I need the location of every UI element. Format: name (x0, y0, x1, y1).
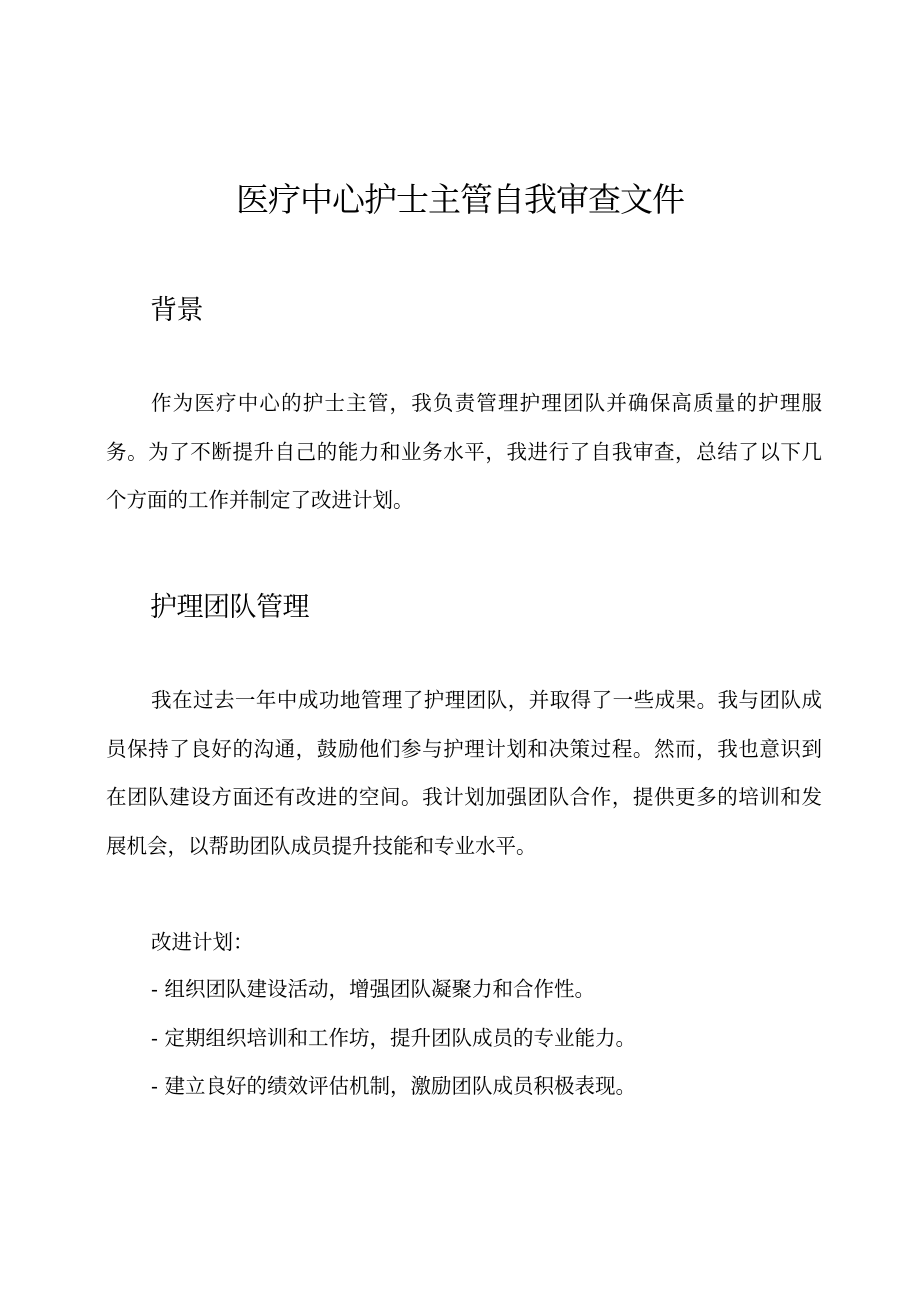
list-item: - 建立良好的绩效评估机制，激励团队成员积极表现。 (151, 1074, 636, 1098)
section-heading-background: 背景 (150, 295, 203, 326)
team-management-paragraph: 我在过去一年中成功地管理了护理团队，并取得了一些成果。我与团队成员保持了良好的沟通，鼓励他们参与护理计划和决策过程。然而，我也意识到在团队建设方面还有改进的空间。我计划加强团队合作，提供更多的培训和发展机会，以帮助团队成员提升技能和专业水平。 (106, 688, 822, 858)
document-title: 医疗中心护士主管自我审查文件 (236, 180, 684, 219)
section-heading-team-management: 护理团队管理 (150, 592, 309, 623)
background-paragraph: 作为医疗中心的护士主管，我负责管理护理团队并确保高质量的护理服务。为了不断提升自己的能力和业务水平，我进行了自我审查，总结了以下几个方面的工作并制定了改进计划。 (106, 391, 822, 512)
improvement-plan-list (151, 965, 831, 1111)
list-item: - 组织团队建设活动，增强团队凝聚力和合作性。 (151, 977, 595, 1001)
list-item: - 定期组织培训和工作坊，提升团队成员的专业能力。 (151, 1025, 636, 1050)
improvement-plan-label: 改进计划： (151, 930, 254, 954)
